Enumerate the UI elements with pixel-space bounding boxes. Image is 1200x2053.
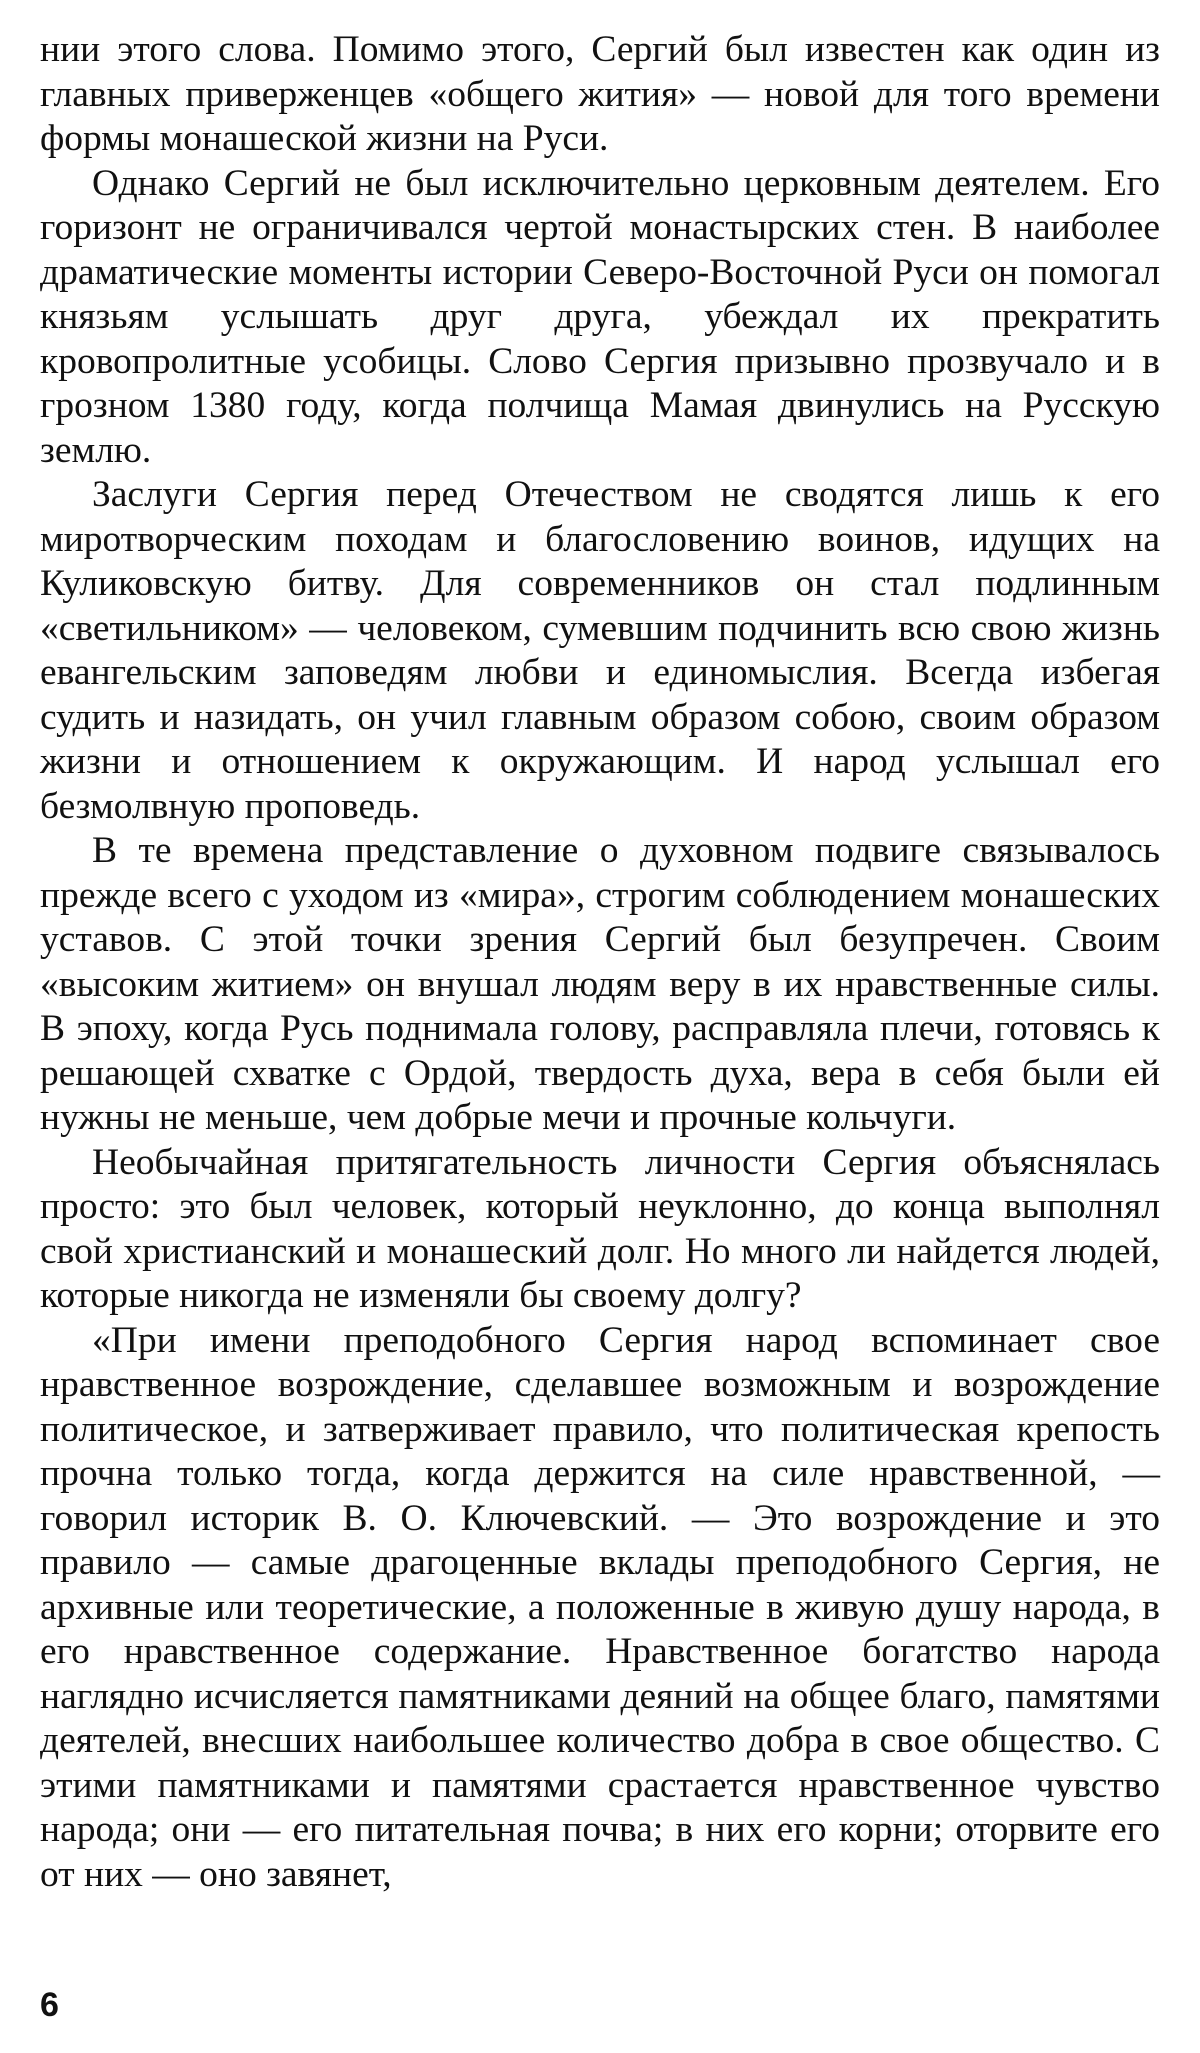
paragraph: Однако Сергий не был исключительно церковным деятелем. Его горизонт не ограничивался чертой монастырских стен. В наиболее драматические моменты истории Северо-Восточной Руси он помогал князьям услышать друг друга, убеждал их прекратить кровопролитные усобицы. Слово Сергия призывно прозвучало и в грозном 1380 году, когда полчища Мамая двинулись на Русскую землю. xyxy=(40,162,1160,471)
paragraph: Заслуги Сергия перед Отечеством не сводятся лишь к его миротворческим походам и благословению воинов, идущих на Куликовскую битву. Для современников он стал подлинным «светильником» — человеком, сумевшим подчинить всю свою жизнь евангельским заповедям любви и единомыслия. Всегда избегая судить и назидать, он учил главным образом собою, своим образом жизни и отношением к окружающим. И народ услышал его безмолвную проповедь. xyxy=(40,474,1160,827)
paragraph: Необычайная притягательность личности Сергия объяснялась просто: это был человек, который неуклонно, до конца выполнял свой христианский и монашеский долг. Но много ли найдется людей, которые никогда не изменяли бы своему долгу? xyxy=(40,1141,1160,1316)
paragraph: В те времена представление о духовном подвиге связывалось прежде всего с уходом из «мира», строгим соблюдением монашеских уставов. С этой точки зрения Сергий был безупречен. Своим «высоким житием» он внушал людям веру в их нравственные силы. В эпоху, когда Русь поднимала голову, расправляла плечи, готовясь к решающей схватке с Ордой, твердость духа, вера в себя были ей нужны не меньше, чем добрые мечи и прочные кольчуги. xyxy=(40,830,1160,1138)
paragraph-continuation: нии этого слова. Помимо этого, Сергий был известен как один из главных приверженцев «общего жития» — новой для того времени формы монашеской жизни на Руси. xyxy=(40,29,1160,159)
body-text xyxy=(40,28,1160,1897)
paragraph-quote: «При имени преподобного Сергия народ вспоминает свое нравственное возрождение, сделавшее возможным и возрождение политическое, и затверживает правило, что политическая крепость прочна только тогда, когда держится на силе нравственной, — говорил историк В. О. Ключевский. — Это возрождение и это правило — самые драгоценные вклады преподобного Сергия, не архивные или теоретические, а положенные в живую душу народа, в его нравственное содержание. Нравственное богатство народа наглядно исчисляется памятниками деяний на общее благо, памятями деятелей, внесших наибольшее количество добра в свое общество. С этими памятниками и памятями срастается нравственное чувство народа; они — его питательная почва; в них его корни; оторвите его от них — оно завянет, xyxy=(40,1319,1160,1895)
page-number: 6 xyxy=(40,1986,59,2024)
